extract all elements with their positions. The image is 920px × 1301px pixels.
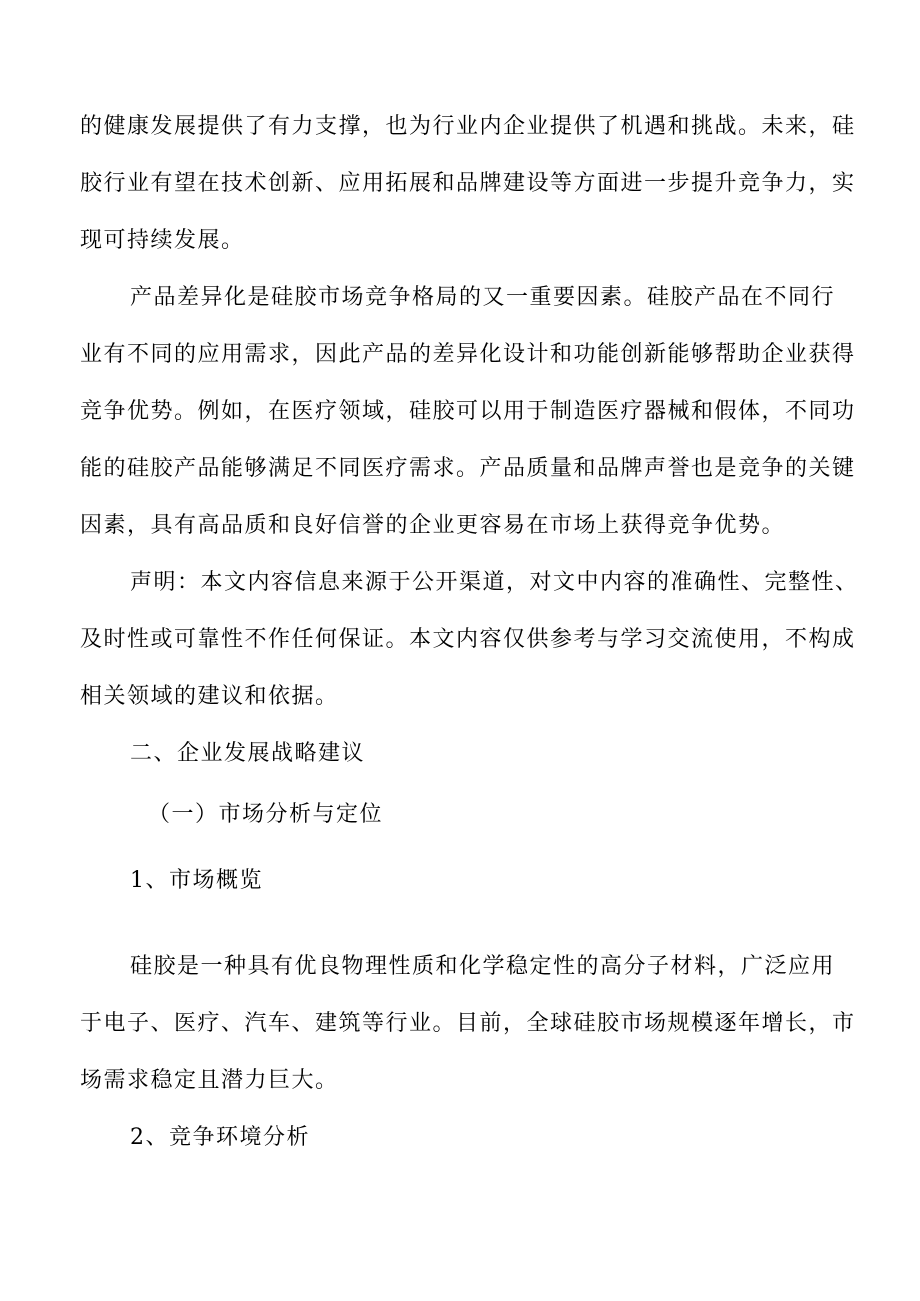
text-line: 现可持续发展。 — [80, 228, 245, 253]
text-line: 相关领域的建议和依据。 — [80, 684, 339, 709]
text-line: 产品差异化是硅胶市场竞争格局的又一重要因素。硅胶产品在不同行 — [130, 285, 836, 310]
text-line: 能的硅胶产品能够满足不同医疗需求。产品质量和品牌声誉也是竞争的关键 — [80, 456, 856, 481]
subsection-heading-text: （一）市场分析与定位 — [148, 802, 384, 827]
paragraph-2 — [80, 269, 856, 554]
item-heading-text: 1、市场概览 — [130, 868, 263, 893]
text-line: 及时性或可靠性不作任何保证。本文内容仅供参考与学习交流使用，不构成 — [80, 627, 856, 652]
text-line: 场需求稳定且潜力巨大。 — [80, 1068, 339, 1093]
section-heading — [80, 725, 840, 782]
text-line: 的健康发展提供了有力支撑，也为行业内企业提供了机遇和挑战。未来，硅 — [80, 114, 856, 139]
section-heading-text: 二、企业发展战略建议 — [130, 741, 366, 766]
text-line: 竞争优势。例如，在医疗领域，硅胶可以用于制造医疗器械和假体，不同功 — [80, 399, 856, 424]
paragraph-1 — [80, 98, 856, 269]
item-heading-text: 2、竞争环境分析 — [130, 1125, 310, 1150]
item-heading-1 — [80, 852, 840, 909]
subsection-heading — [80, 786, 840, 843]
text-line: 声明：本文内容信息来源于公开渠道，对文中内容的准确性、完整性、 — [130, 570, 859, 595]
text-line: 业有不同的应用需求，因此产品的差异化设计和功能创新能够帮助企业获得 — [80, 342, 856, 367]
text-line: 因素，具有高品质和良好信誉的企业更容易在市场上获得竞争优势。 — [80, 513, 786, 538]
item-heading-2 — [80, 1109, 840, 1166]
paragraph-3 — [80, 938, 856, 1109]
text-line: 胶行业有望在技术创新、应用拓展和品牌建设等方面进一步提升竞争力，实 — [80, 171, 856, 196]
text-line: 硅胶是一种具有优良物理性质和化学稳定性的高分子材料，广泛应用 — [130, 954, 836, 979]
text-line: 于电子、医疗、汽车、建筑等行业。目前，全球硅胶市场规模逐年增长，市 — [80, 1011, 856, 1036]
disclaimer-paragraph — [80, 554, 859, 725]
